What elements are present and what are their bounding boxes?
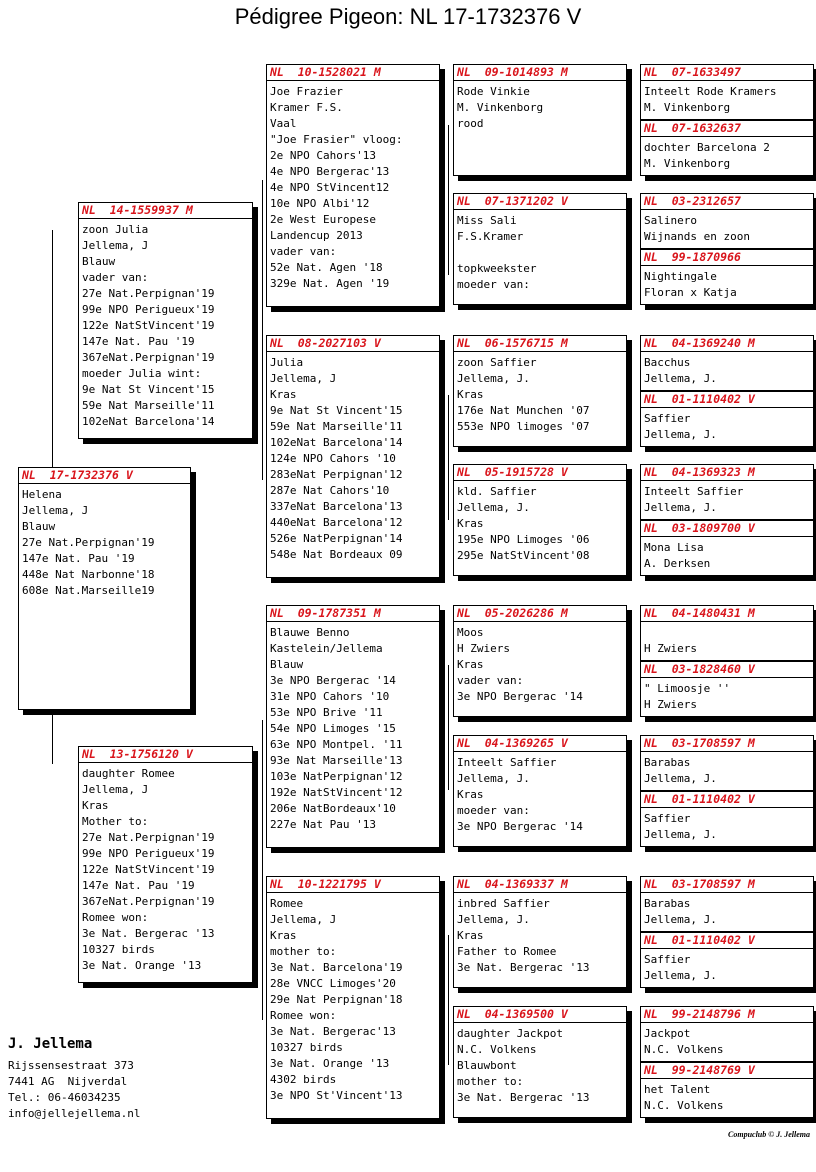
ring-number: NL 03-2312657 [641,194,813,210]
ring-number: NL 03-1809700 V [641,521,813,537]
pigeon-card-grandparent-1[interactable] [266,64,440,307]
owner-phone: Tel.: 06-46034235 [8,1091,121,1104]
pigeon-details: Saffier Jellema, J. [644,812,717,841]
pigeon-details: dochter Barcelona 2 M. Vinkenborg [644,141,770,170]
pigeon-card-gen4-pair-7[interactable] [640,876,814,988]
pigeon-details: " Limoosje '' H Zwiers [644,682,731,711]
pigeon-details: Rode Vinkie M. Vinkenborg rood [457,85,544,130]
pigeon-card-great-grandparent-6[interactable] [453,735,627,847]
pigeon-card-great-grandparent-1[interactable] [453,64,627,176]
pigeon-card-gen4-pair-1[interactable] [640,64,814,176]
ring-number: NL 07-1633497 [641,65,813,81]
ring-number: NL 09-1787351 M [267,606,439,622]
pair-divider [641,119,813,172]
credit-text: Compuclub © J. Jellema [728,1130,810,1139]
pigeon-details: Barabas Jellema, J. [644,756,717,785]
owner-address: Rijssensestraat 373 [8,1059,134,1072]
pigeon-details: daughter Romee Jellema, J Kras Mother to: 27e Nat.Perpignan'19 99e NPO Perigueux'19 122e NatStVincent'19 147e Nat. Pau '19 367eNat.Perpignan'19 Romee won: 3e Nat. Bergerac '13 10327 birds 3e Nat. Orange '13 [82,767,215,972]
ring-number: NL 03-1708597 M [641,877,813,893]
ring-number: NL 01-1110402 V [641,392,813,408]
pigeon-details: zoon Saffier Jellema, J. Kras 176e Nat Munchen '07 553e NPO limoges '07 [457,356,590,433]
pigeon-details: Bacchus Jellema, J. [644,356,717,385]
connector-line [52,230,53,470]
pigeon-details: Saffier Jellema, J. [644,953,717,982]
pigeon-card-grandparent-4[interactable] [266,876,440,1119]
pigeon-card-great-grandparent-2[interactable] [453,193,627,305]
pigeon-card-gen4-pair-6[interactable] [640,735,814,847]
pigeon-details: Mona Lisa A. Derksen [644,541,711,570]
connector-line [448,125,449,275]
ring-number: NL 08-2027103 V [267,336,439,352]
pair-divider [641,519,813,572]
pigeon-details: daughter Jackpot N.C. Volkens Blauwbont mother to: 3e Nat. Bergerac '13 [457,1027,590,1104]
ring-number: NL 01-1110402 V [641,933,813,949]
pigeon-details: het Talent N.C. Volkens [644,1083,724,1112]
pigeon-card-gen4-pair-5[interactable] [640,605,814,717]
ring-number: NL 99-1870966 [641,250,813,266]
pigeon-details: Inteelt Saffier Jellema, J. Kras moeder van: 3e NPO Bergerac '14 [457,756,583,833]
ring-number: NL 10-1221795 V [267,877,439,893]
connector-line [262,180,263,480]
pigeon-card-great-grandparent-5[interactable] [453,605,627,717]
pigeon-details: Inteelt Rode Kramers M. Vinkenborg [644,85,777,114]
ring-number: NL 05-1915728 V [454,465,626,481]
pigeon-card-dam[interactable] [78,746,253,983]
ring-number: NL 03-1708597 M [641,736,813,752]
ring-number: NL 10-1528021 M [267,65,439,81]
pigeon-details: Salinero Wijnands en zoon [644,214,750,243]
connector-line [52,714,53,764]
owner-email[interactable]: info@jellejellema.nl [8,1107,141,1120]
ring-number: NL 04-1369265 V [454,736,626,752]
pigeon-card-great-grandparent-4[interactable] [453,464,627,576]
pigeon-card-sire[interactable] [78,202,253,439]
ring-number: NL 17-1732376 V [19,468,190,484]
pigeon-card-gen4-pair-2[interactable] [640,193,814,305]
pair-divider [641,248,813,301]
ring-number: NL 05-2026286 M [454,606,626,622]
pigeon-details: Miss Sali F.S.Kramer topkweekster moeder van: [457,214,537,291]
pair-divider [641,790,813,843]
pigeon-card-great-grandparent-3[interactable] [453,335,627,447]
pigeon-details: inbred Saffier Jellema, J. Kras Father to Romee 3e Nat. Bergerac '13 [457,897,590,974]
pigeon-card-grandparent-3[interactable] [266,605,440,848]
pigeon-details: Romee Jellema, J Kras mother to: 3e Nat. Barcelona'19 28e VNCC Limoges'20 29e Nat Perpignan'18 Romee won: 3e Nat. Bergerac'13 10327 birds 3e Nat. Orange '13 4302 birds 3e NPO St'Vincent'13 [270,897,403,1102]
pigeon-card-great-grandparent-7[interactable] [453,876,627,988]
page-title: Pédigree Pigeon: NL 17-1732376 V [234,4,582,29]
ring-number: NL 04-1369323 M [641,465,813,481]
pigeon-card-root[interactable] [18,467,191,710]
ring-number: NL 06-1576715 M [454,336,626,352]
pigeon-details: Saffier Jellema, J. [644,412,717,441]
connector-line [448,665,449,790]
pair-divider [641,931,813,984]
pigeon-details: Joe Frazier Kramer F.S. Vaal "Joe Frasier" vloog: 2e NPO Cahors'13 4e NPO Bergerac'13 4e NPO StVincent12 10e NPO Albi'12 2e West Europese Landencup 2013 vader van: 52e Nat. Agen '18 329e Nat. Agen '19 [270,85,403,290]
pigeon-card-great-grandparent-8[interactable] [453,1006,627,1118]
pigeon-details: kld. Saffier Jellema, J. Kras 195e NPO Limoges '06 295e NatStVincent'08 [457,485,590,562]
ring-number: NL 07-1371202 V [454,194,626,210]
pair-divider [641,1061,813,1114]
ring-number: NL 07-1632637 [641,121,813,137]
pigeon-card-gen4-pair-4[interactable] [640,464,814,576]
owner-postal: 7441 AG Nijverdal [8,1075,128,1088]
pigeon-card-grandparent-2[interactable] [266,335,440,578]
connector-line [262,720,263,1020]
pigeon-details: Julia Jellema, J Kras 9e Nat St Vincent'15 59e Nat Marseille'11 102eNat Barcelona'14 124e NPO Cahors '10 283eNat Perpignan'12 287e Nat Cahors'10 337eNat Barcelona'13 440eNat Barcelona'12 526e NatPerpignan'14 548e Nat Bordeaux 09 [270,356,403,561]
pair-divider [641,390,813,443]
ring-number: NL 04-1369500 V [454,1007,626,1023]
ring-number: NL 09-1014893 M [454,65,626,81]
pigeon-details: Blauwe Benno Kastelein/Jellema Blauw 3e NPO Bergerac '14 31e NPO Cahors '10 53e NPO Brive '11 54e NPO Limoges '15 63e NPO Montpel. '11 93e Nat Marseille'13 103e NatPerpignan'12 192e NatStVincent'12 206e NatBordeaux'10 227e Nat Pau '13 [270,626,403,831]
pigeon-details: Nightingale Floran x Katja [644,270,737,299]
owner-name: J. Jellema [8,1036,93,1052]
ring-number: NL 04-1369337 M [454,877,626,893]
ring-number: NL 13-1756120 V [79,747,252,763]
pigeon-details: Inteelt Saffier Jellema, J. [644,485,744,514]
pigeon-card-gen4-pair-8[interactable] [640,1006,814,1118]
pigeon-details: Helena Jellema, J Blauw 27e Nat.Perpignan'19 147e Nat. Pau '19 448e Nat Narbonne'18 608e Nat.Marseille19 [22,488,155,597]
ring-number: NL 14-1559937 M [79,203,252,219]
ring-number: NL 99-2148796 M [641,1007,813,1023]
pigeon-details: zoon Julia Jellema, J Blauw vader van: 27e Nat.Perpignan'19 99e NPO Perigueux'19 122e NatStVincent'19 147e Nat. Pau '19 367eNat.Perpignan'19 moeder Julia wint: 9e Nat St Vincent'15 59e Nat Marseille'11 102eNat Barcelona'14 [82,223,215,428]
ring-number: NL 04-1369240 M [641,336,813,352]
connector-line [448,395,449,520]
pigeon-card-gen4-pair-3[interactable] [640,335,814,447]
pigeon-details: Moos H Zwiers Kras vader van: 3e NPO Bergerac '14 [457,626,583,703]
ring-number: NL 03-1828460 V [641,662,813,678]
ring-number: NL 01-1110402 V [641,792,813,808]
connector-line [448,935,449,1065]
ring-number: NL 99-2148769 V [641,1063,813,1079]
pair-divider [641,660,813,713]
pigeon-details: Jackpot N.C. Volkens [644,1027,724,1056]
pigeon-details: Barabas Jellema, J. [644,897,717,926]
ring-number: NL 04-1480431 M [641,606,813,622]
pigeon-details: H Zwiers [644,642,697,655]
